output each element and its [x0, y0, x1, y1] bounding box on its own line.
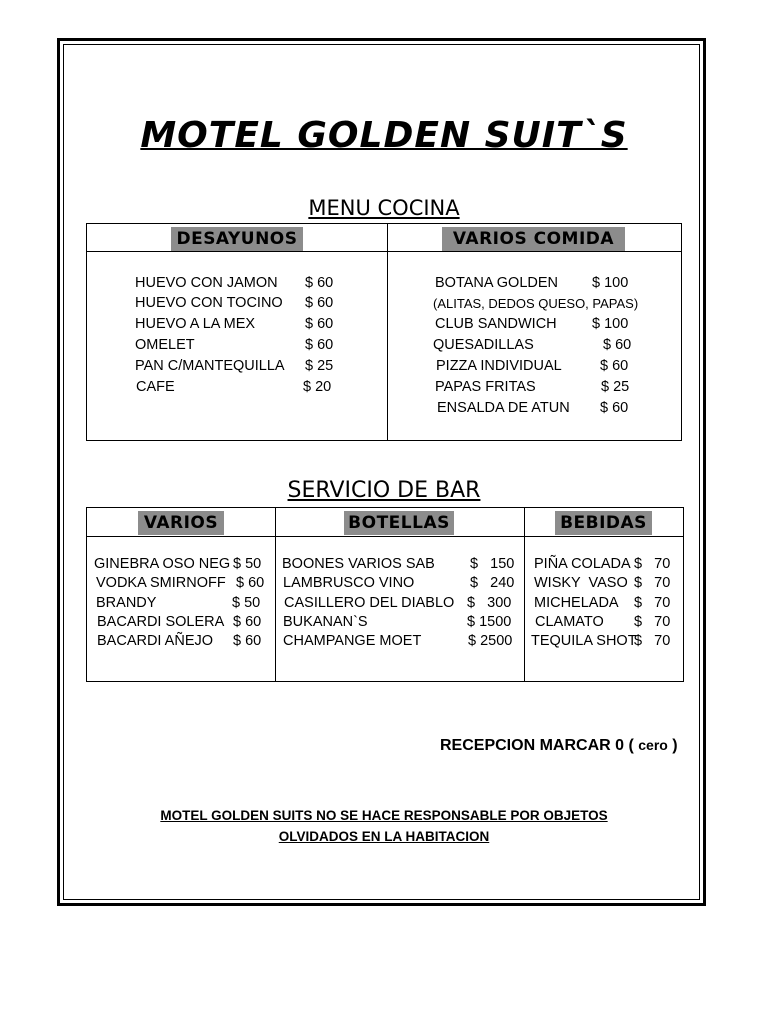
- desayunos-item-price: $ 60: [305, 337, 334, 353]
- varios-item-price: $ 60: [233, 633, 262, 649]
- servicio-bar-column-divider: [524, 508, 525, 681]
- botellas-item-name: CHAMPANGE MOET: [283, 633, 422, 649]
- varios-item-price: $ 60: [233, 614, 262, 630]
- menu-cocina-title: MENU COCINA: [308, 196, 460, 220]
- bebidas-item-name: MICHELADA: [534, 595, 619, 611]
- varios-item-name: BACARDI SOLERA: [97, 614, 225, 630]
- bebidas-item-name: PIÑA COLADA: [534, 556, 631, 572]
- bebidas-header: BEBIDAS: [555, 511, 652, 535]
- varios-comida-item-price: $ 60: [600, 358, 629, 374]
- varios-item-name: BRANDY: [96, 595, 157, 611]
- varios-comida-item-price: $ 60: [603, 337, 632, 353]
- botellas-item-price: $ 2500: [468, 633, 513, 649]
- desayunos-item-name: OMELET: [135, 337, 195, 353]
- recepcion-text: RECEPCION MARCAR 0: [440, 737, 625, 754]
- desayunos-item-price: $ 60: [305, 316, 334, 332]
- botellas-header: BOTELLAS: [344, 511, 454, 535]
- desayunos-header: DESAYUNOS: [171, 227, 303, 251]
- bebidas-item-price: $ 70: [634, 595, 671, 611]
- varios-item-price: $ 50: [232, 595, 261, 611]
- bebidas-item-price: $ 70: [634, 575, 671, 591]
- desayunos-item-name: PAN C/MANTEQUILLA: [135, 358, 285, 374]
- botellas-item-price: $ 240: [470, 575, 515, 591]
- bebidas-item-price: $ 70: [634, 556, 671, 572]
- varios-comida-item-name: CLUB SANDWICH: [435, 316, 557, 332]
- desayunos-item-name: HUEVO CON JAMON: [135, 275, 278, 291]
- recepcion-line: [440, 737, 678, 755]
- disclaimer-line-2: OLVIDADOS EN LA HABITACION: [278, 829, 490, 844]
- botellas-item-name: BOONES VARIOS SAB: [282, 556, 435, 572]
- varios-comida-header: VARIOS COMIDA: [442, 227, 625, 251]
- botellas-item-price: $ 1500: [467, 614, 512, 630]
- desayunos-item-name: HUEVO CON TOCINO: [135, 295, 283, 311]
- desayunos-item-price: $ 20: [303, 379, 332, 395]
- varios-comida-item-name: PIZZA INDIVIDUAL: [436, 358, 562, 374]
- varios-comida-item-name: ENSALDA DE ATUN: [437, 400, 570, 416]
- menu-cocina-header-divider: [87, 251, 681, 252]
- varios-comida-item-name: PAPAS FRITAS: [435, 379, 536, 395]
- varios-comida-item-price: $ 60: [600, 400, 629, 416]
- varios-item-price: $ 50: [233, 556, 262, 572]
- varios-item-name: GINEBRA OSO NEG: [94, 556, 231, 572]
- desayunos-item-name: HUEVO A LA MEX: [135, 316, 256, 332]
- varios-comida-item-price: $ 100: [592, 316, 629, 332]
- recepcion-paren-open: (: [628, 737, 634, 754]
- menu-cocina-table: [86, 223, 682, 441]
- recepcion-paren-word: cero: [638, 737, 668, 753]
- disclaimer-line-1: MOTEL GOLDEN SUITS NO SE HACE RESPONSABLE POR OBJETOS: [160, 808, 608, 823]
- botellas-item-price: $ 300: [467, 595, 512, 611]
- varios-comida-item-note: (ALITAS, DEDOS QUESO, PAPAS): [433, 296, 639, 311]
- bebidas-item-name: TEQUILA SHOT: [531, 633, 637, 649]
- varios-comida-item-price: $ 100: [592, 275, 629, 291]
- bebidas-item-price: $ 70: [634, 633, 671, 649]
- varios-comida-item-price: $ 25: [601, 379, 630, 395]
- varios-comida-item-name: BOTANA GOLDEN: [435, 275, 559, 291]
- botellas-item-name: BUKANAN`S: [283, 614, 368, 630]
- varios-comida-item-name: QUESADILLAS: [433, 337, 534, 353]
- botellas-item-price: $ 150: [470, 556, 515, 572]
- servicio-bar-title: SERVICIO DE BAR: [287, 478, 481, 503]
- menu-cocina-column-divider: [387, 224, 388, 440]
- botellas-item-name: CASILLERO DEL DIABLO: [284, 595, 455, 611]
- bebidas-item-name: WISKY VASO: [534, 575, 628, 591]
- botellas-item-name: LAMBRUSCO VINO: [283, 575, 415, 591]
- varios-item-name: VODKA SMIRNOFF: [96, 575, 226, 591]
- bebidas-item-name: CLAMATO: [535, 614, 604, 630]
- page-title: MOTEL GOLDEN SUIT`S: [140, 115, 628, 156]
- varios-item-price: $ 60: [236, 575, 265, 591]
- servicio-bar-header-divider: [87, 536, 683, 537]
- desayunos-item-price: $ 25: [305, 358, 334, 374]
- bebidas-item-price: $ 70: [634, 614, 671, 630]
- recepcion-paren-close: ): [672, 737, 678, 754]
- varios-item-name: BACARDI AÑEJO: [97, 633, 214, 649]
- servicio-bar-column-divider: [275, 508, 276, 681]
- page-border-inner: [63, 44, 700, 900]
- varios-header: VARIOS: [138, 511, 224, 535]
- desayunos-item-name: CAFE: [136, 379, 175, 395]
- desayunos-item-price: $ 60: [305, 295, 334, 311]
- desayunos-item-price: $ 60: [305, 275, 334, 291]
